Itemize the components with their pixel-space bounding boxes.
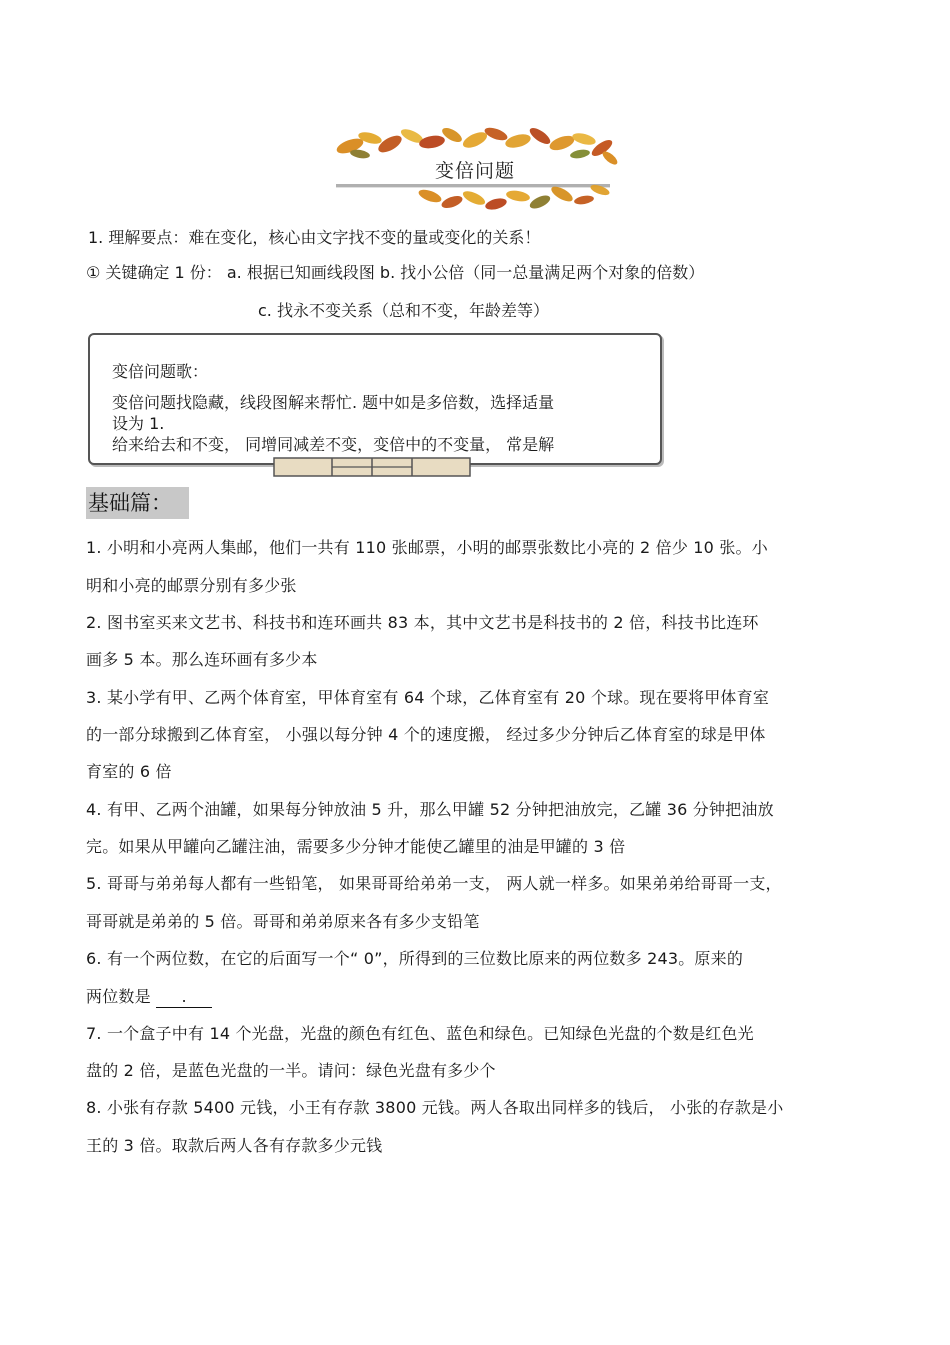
song-heading: 变倍问题歌：: [112, 362, 209, 381]
song-box-bottom-decoration: [272, 456, 472, 478]
problem-1-line-1: 1. 小明和小亮两人集邮，他们一共有 110 张邮票，小明的邮票张数比小亮的 2 倍少 10 张。小: [86, 538, 768, 557]
key-point-line-2: ① 关键确定 1 份： a. 根据已知画线段图 b. 找小公倍（同一总量满足两个对象的倍数）: [86, 263, 705, 282]
problem-7-line-2: 盘的 2 倍，是蓝色光盘的一半。请问：绿色光盘有多少个: [86, 1061, 496, 1080]
song-line-2: 设为 1.: [112, 414, 165, 433]
problem-2-line-1: 2. 图书室买来文艺书、科技书和连环画共 83 本，其中文艺书是科技书的 2 倍，科技书比连环: [86, 613, 759, 632]
problem-4-line-1: 4. 有甲、乙两个油罐，如果每分钟放油 5 升，那么甲罐 52 分钟把油放完，乙罐 36 分钟把油放: [86, 800, 774, 819]
key-point-line-1: 1. 理解要点：难在变化，核心由文字找不变的量或变化的关系！: [88, 228, 541, 247]
key-point-line-3: c. 找永不变关系（总和不变，年龄差等）: [258, 301, 549, 320]
problem-5-line-1: 5. 哥哥与弟弟每人都有一些铅笔， 如果哥哥给弟弟一支， 两人就一样多。如果弟弟给哥哥一支，: [86, 874, 782, 893]
problem-6-prefix: 两位数是: [86, 987, 157, 1006]
song-box: [88, 333, 662, 465]
problem-1-line-2: 明和小亮的邮票分别有多少张: [86, 576, 297, 595]
song-line-3: 给来给去和不变， 同增同减差不变，变倍中的不变量， 常是解: [112, 435, 555, 454]
section-heading: 基础篇：: [86, 487, 189, 519]
title-banner: [330, 126, 620, 212]
problem-2-line-2: 画多 5 本。那么连环画有多少本: [86, 650, 318, 669]
problem-8-line-1: 8. 小张有存款 5400 元钱，小王有存款 3800 元钱。两人各取出同样多的钱后， 小张的存款是小: [86, 1098, 784, 1117]
answer-blank[interactable]: .: [156, 987, 212, 1008]
problem-3-line-3: 育室的 6 倍: [86, 762, 172, 781]
problem-6-line-2: [86, 987, 212, 1008]
problem-4-line-2: 完。如果从甲罐向乙罐注油，需要多少分钟才能使乙罐里的油是甲罐的 3 倍: [86, 837, 626, 856]
song-line-1: 变倍问题找隐藏，线段图解来帮忙. 题中如是多倍数，选择适量: [112, 393, 555, 412]
problem-3-line-2: 的一部分球搬到乙体育室， 小强以每分钟 4 个的速度搬， 经过多少分钟后乙体育室的球是甲体: [86, 725, 766, 744]
page-title: 变倍问题: [434, 160, 515, 182]
problem-6-line-1: 6. 有一个两位数，在它的后面写一个“ 0”，所得到的三位数比原来的两位数多 243。原来的: [86, 949, 744, 968]
problem-8-line-2: 王的 3 倍。取款后两人各有存款多少元钱: [86, 1136, 383, 1155]
problem-3-line-1: 3. 某小学有甲、乙两个体育室，甲体育室有 64 个球，乙体育室有 20 个球。现在要将甲体育室: [86, 688, 770, 707]
problem-7-line-1: 7. 一个盒子中有 14 个光盘，光盘的颜色有红色、蓝色和绿色。已知绿色光盘的个数是红色光: [86, 1024, 754, 1043]
problem-5-line-2: 哥哥就是弟弟的 5 倍。哥哥和弟弟原来各有多少支铅笔: [86, 912, 480, 931]
